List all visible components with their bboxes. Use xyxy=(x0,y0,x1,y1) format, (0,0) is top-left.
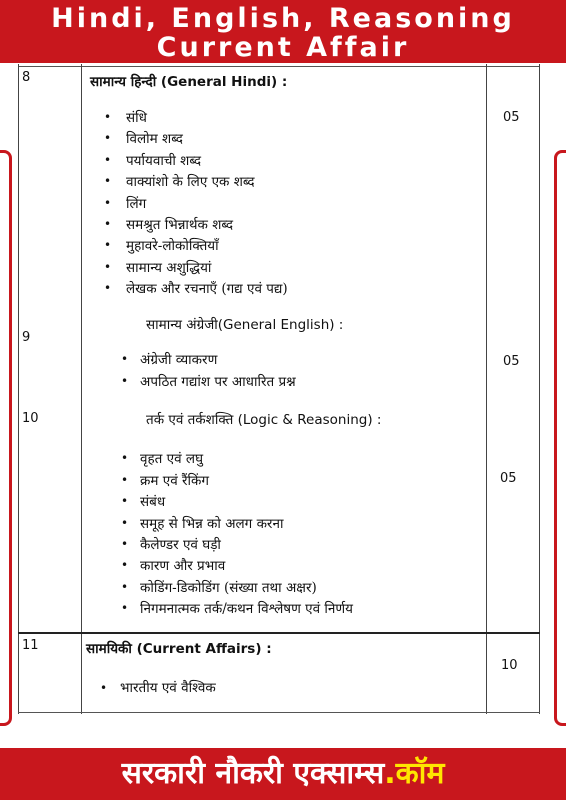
list-item: भारतीय एवं वैश्विक xyxy=(120,680,216,696)
syllabus-table xyxy=(18,64,540,716)
bullet: • xyxy=(121,537,129,551)
section-number: 11 xyxy=(22,638,39,653)
left-frame-border xyxy=(0,150,12,726)
bullet: • xyxy=(104,238,112,252)
bullet: • xyxy=(121,494,129,508)
section-number: 10 xyxy=(22,411,39,426)
bullet: • xyxy=(104,217,112,231)
bullet: • xyxy=(100,681,108,695)
bullet: • xyxy=(121,516,129,530)
row-divider xyxy=(18,632,540,634)
list-item: समश्रुत भिन्नार्थक शब्द xyxy=(126,217,234,233)
list-item: वाक्यांशो के लिए एक शब्द xyxy=(126,174,255,190)
bullet: • xyxy=(121,451,129,465)
section-title: सामान्य अंग्रेजी(General English) : xyxy=(146,317,344,333)
bullet: • xyxy=(121,601,129,615)
table-bottom-border xyxy=(18,712,540,713)
bullet: • xyxy=(104,153,112,167)
column-divider-marks xyxy=(486,64,487,714)
section-title: तर्क एवं तर्कशक्ति (Logic & Reasoning) : xyxy=(146,412,382,428)
list-item: संधि xyxy=(126,110,147,126)
list-item: अंग्रेजी व्याकरण xyxy=(140,352,218,368)
table-left-border xyxy=(18,64,19,714)
banner-title-line1: Hindi, English, Reasoning xyxy=(51,3,515,34)
section-marks: 05 xyxy=(500,471,517,486)
list-item: लिंग xyxy=(126,196,147,212)
bullet: • xyxy=(121,558,129,572)
footer-site-name: सरकारी नौकरी एक्साम्स xyxy=(121,756,385,791)
bullet: • xyxy=(104,110,112,124)
bullet: • xyxy=(104,260,112,274)
list-item: कोडिंग-डिकोडिंग (संख्या तथा अक्षर) xyxy=(140,580,317,596)
section-title: सामान्य हिन्दी (General Hindi) : xyxy=(90,74,288,90)
list-item: निगमनात्मक तर्क/कथन विश्लेषण एवं निर्णय xyxy=(140,601,353,617)
bullet: • xyxy=(121,352,129,366)
bullet: • xyxy=(104,174,112,188)
bullet: • xyxy=(104,196,112,210)
bullet: • xyxy=(121,473,129,487)
section-marks: 05 xyxy=(503,110,520,125)
top-banner xyxy=(0,0,566,63)
footer-site-suffix: .कॉम xyxy=(384,756,445,791)
list-item: विलोम शब्द xyxy=(126,131,183,147)
section-number: 9 xyxy=(22,330,31,345)
list-item: कैलेण्डर एवं घड़ी xyxy=(140,537,221,553)
column-divider-number xyxy=(81,64,82,714)
section-marks: 10 xyxy=(501,658,518,673)
list-item: संबंध xyxy=(140,494,166,510)
list-item: लेखक और रचनाएँ (गद्य एवं पद्य) xyxy=(126,281,288,297)
banner-title-line2: Current Affair xyxy=(156,32,410,63)
section-number: 8 xyxy=(22,70,31,85)
table-top-border xyxy=(18,66,540,67)
list-item: अपठित गद्यांश पर आधारित प्रश्न xyxy=(140,374,296,390)
bullet: • xyxy=(104,281,112,295)
list-item: सामान्य अशुद्धियां xyxy=(126,260,212,276)
list-item: मुहावरे-लोकोक्तियाँ xyxy=(126,238,219,254)
bullet: • xyxy=(121,374,129,388)
list-item: समूह से भिन्न को अलग करना xyxy=(140,516,284,532)
list-item: वृहत एवं लघु xyxy=(140,451,204,467)
section-marks: 05 xyxy=(503,354,520,369)
section-title: सामयिकी (Current Affairs) : xyxy=(86,641,272,657)
list-item: कारण और प्रभाव xyxy=(140,558,226,574)
footer-banner xyxy=(0,748,566,800)
list-item: पर्यायवाची शब्द xyxy=(126,153,202,169)
bullet: • xyxy=(104,131,112,145)
bullet: • xyxy=(121,580,129,594)
right-frame-border xyxy=(554,150,566,726)
table-right-border xyxy=(539,64,540,714)
list-item: क्रम एवं रैंकिंग xyxy=(140,473,209,489)
